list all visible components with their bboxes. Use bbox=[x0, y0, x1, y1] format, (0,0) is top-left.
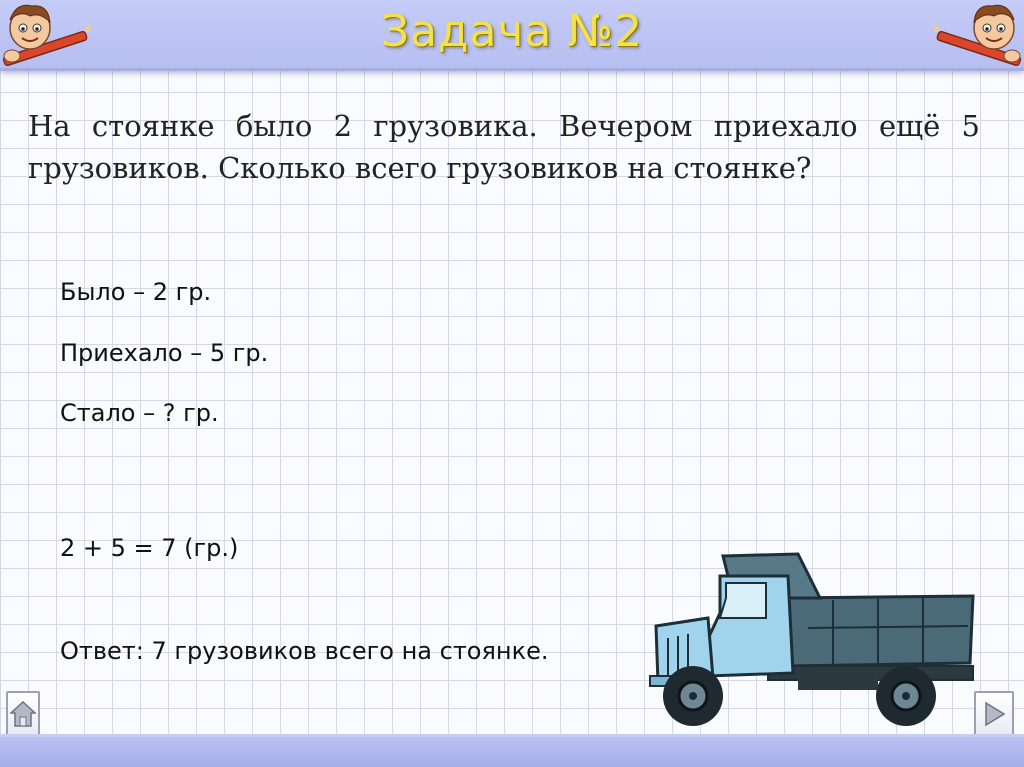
answer-text: Ответ: 7 грузовиков всего на стоянке. bbox=[60, 637, 549, 665]
condition-became: Стало – ? гр. bbox=[60, 399, 219, 427]
footer-bar bbox=[0, 734, 1024, 767]
solution-equation: 2 + 5 = 7 (гр.) bbox=[60, 534, 239, 562]
condition-arrived: Приехало – 5 гр. bbox=[60, 339, 269, 367]
condition-was: Было – 2 гр. bbox=[60, 278, 212, 306]
home-button[interactable] bbox=[6, 691, 40, 737]
boy-with-pencil-icon bbox=[932, 0, 1024, 66]
home-icon bbox=[10, 700, 36, 728]
problem-text: На стоянке было 2 грузовика. Вечером приехало ещё 5 грузовиков. Сколько всего грузовиков на стоянке? bbox=[28, 109, 980, 185]
play-arrow-icon bbox=[981, 700, 1007, 728]
page-title: Задача №2 bbox=[380, 6, 644, 57]
dump-truck-illustration bbox=[648, 548, 978, 738]
title-bar bbox=[0, 0, 1024, 71]
next-slide-button[interactable] bbox=[974, 691, 1014, 737]
